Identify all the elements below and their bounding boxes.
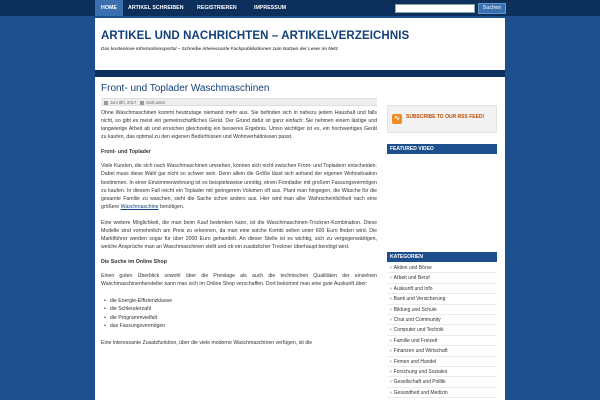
category-item[interactable] <box>387 305 497 315</box>
rss-subscribe[interactable] <box>387 105 497 133</box>
arrow-icon: › <box>390 306 392 313</box>
category-item[interactable] <box>387 325 497 335</box>
category-label[interactable]: Finanzen und Wirtschaft <box>393 348 448 355</box>
paragraph-kombination: Eine weitere Möglichkeit, die man beim Kauf bedenken kann, ist die Waschmaschinen-Trockner-Kombination. Diese Modelle sind vornehmlich am Preis zu erkennen, da man eine solche Kombi selten unter 600 Euro finden wird. Die Marktführer werden sogar für über 2000 Euro gehandelt. An dieser Stelle ist es wichtig, sich zu vergegenwärtigen, welche Ansprüche man an Waschmaschinen stellt und ob ein zusätzlicher Trockner überhaupt benötigt wird. <box>101 219 377 251</box>
arrow-icon: › <box>390 296 392 303</box>
paragraph-front-toplader <box>101 162 377 211</box>
category-list <box>387 263 497 398</box>
site-description: Das kostenlose Informationsportal – Schreibe interessante Fachpublikationen zum Nutzen der Leser im Netz <box>101 46 338 51</box>
subheading-online-shop: Die Suche im Online Shop <box>101 259 167 266</box>
category-label[interactable]: Familie und Freizeit <box>393 337 438 344</box>
category-label[interactable]: Arbeit und Beruf <box>393 275 430 282</box>
list-item: • die Programmvielfalt <box>104 314 377 323</box>
nav-artikel-schreiben[interactable]: ARTIKEL SCHREIBEN <box>128 5 184 11</box>
post-title[interactable]: Front- und Toplader Waschmaschinen <box>101 83 270 94</box>
site-title[interactable]: ARTIKEL UND NACHRICHTEN – ARTIKELVERZEICHNIS <box>101 30 410 42</box>
arrow-icon: › <box>390 368 392 375</box>
category-label[interactable]: Bildung und Schule <box>393 306 437 313</box>
nav-registrieren[interactable]: REGISTRIEREN <box>197 5 237 11</box>
paragraph-intro: Ohne Waschmaschinen kommt heutzutage niemand mehr aus. Sie befinden sich in nahezu jedem Haushalt und falls nicht, so gibt es meist ein gemeinschaftliches Gerät. Der Grund dafür ist ganz einfach: Sie nehmen einem lästige und langwierige Arbeit ab und erreichen gleichzeitig ein besseres Ergebnis. Umso wichtiger ist es, ein hochwertiges Gerät zu kaufen, das optimal zu den eigenen Bedürfnissen und Wohnverhältnissen passt. <box>101 110 377 141</box>
content-wrapper <box>95 77 505 400</box>
list-item: • das Fassungsvermögen <box>104 322 377 331</box>
top-navigation <box>0 0 600 16</box>
category-label[interactable]: Computer und Technik <box>393 327 444 334</box>
category-item[interactable] <box>387 377 497 387</box>
paragraph-text-end: benötigen. <box>158 203 185 210</box>
category-label[interactable]: Aktien und Börse <box>393 265 432 271</box>
search-input[interactable] <box>395 4 475 13</box>
arrow-icon: › <box>390 285 392 292</box>
post-meta <box>101 98 377 106</box>
category-item[interactable] <box>387 388 497 398</box>
main-content <box>101 83 377 355</box>
arrow-icon: › <box>390 389 392 396</box>
category-label[interactable]: Auskunft und Info <box>393 285 433 292</box>
category-label[interactable]: Forschung und Soziales <box>393 368 448 375</box>
category-label[interactable]: Gesundheit und Medizin <box>393 389 448 396</box>
arrow-icon: › <box>390 379 392 386</box>
site-header <box>95 18 505 74</box>
nav-home[interactable]: HOME <box>95 0 123 16</box>
arrow-icon: › <box>390 275 392 282</box>
user-icon <box>140 101 144 105</box>
category-item[interactable] <box>387 315 497 325</box>
category-label[interactable]: Firmen und Handel <box>393 358 437 365</box>
category-item[interactable] <box>387 294 497 304</box>
category-item[interactable] <box>387 346 497 356</box>
paragraph-zusatzfunktion: Eine interessante Zusatzfunktion, über die viele moderne Waschmaschinen verfügen, ist die <box>101 339 313 346</box>
arrow-icon: › <box>390 316 392 323</box>
subheading-front-toplader: Front- und Toplader <box>101 149 151 156</box>
rss-label[interactable]: SUBSCRIBE TO OUR RSS FEED! <box>406 114 485 120</box>
category-label[interactable]: Bank und Versicherung <box>393 296 446 303</box>
category-item[interactable] <box>387 357 497 367</box>
list-item: • die Schleuderzahl <box>104 305 377 314</box>
nav-impressum[interactable]: IMPRESSUM <box>254 5 287 11</box>
arrow-icon: › <box>390 358 392 365</box>
calendar-icon <box>104 101 108 105</box>
featured-video-heading: FEATURED VIDEO <box>387 144 497 154</box>
category-item[interactable] <box>387 273 497 283</box>
rss-icon: ∿ <box>392 114 402 124</box>
arrow-icon: › <box>390 265 392 271</box>
search-button[interactable]: Suchen <box>478 3 506 14</box>
list-item: • die Energie-Effizienzklasse <box>104 297 377 306</box>
post-author[interactable]: zsolt.antal <box>145 100 165 105</box>
category-item[interactable] <box>387 263 497 273</box>
post-date: Juni 8th, 2017 <box>110 100 137 105</box>
category-item[interactable] <box>387 336 497 346</box>
category-label[interactable]: Gesellschaft und Politik <box>393 379 446 386</box>
arrow-icon: › <box>390 327 392 334</box>
arrow-icon: › <box>390 337 392 344</box>
category-item[interactable] <box>387 284 497 294</box>
feature-list <box>101 297 377 331</box>
category-label[interactable]: Chat und Community <box>393 316 441 323</box>
paragraph-text: Viele Kunden, die sich nach Waschmaschinen umsehen, können sich nicht zwischen Front- und Topladern entscheiden. Dabei muss diese Wahl gar nicht so schwer sein. Denn allein die Größe lässt sich anhand der eigenen Wohnsituation bestimmen. In einer Einzimmerwohnung ist es beispielsweise unnötig, einen Frontlader mit großem Fassungsvermögen zu kaufen. In diesem Fall reicht ein Toplader mit geringerem Volumen oft aus. Plant man hingegen, die Wäsche für die gesamte Familie zu waschen, sieht die Sache schon anders aus. Hier wird man aller Wahrscheinlichkeit nach eine größere <box>101 163 377 210</box>
category-item[interactable] <box>387 367 497 377</box>
categories-heading: KATEGORIEN <box>387 252 497 262</box>
header-divider <box>95 70 505 77</box>
paragraph-online-shop: Einen guten Überblick sowohl über die Preislage als auch die technischen Qualitäten der einzelnen Waschmaschinenhersteller kann man sich im Online Shop verschaffen. Dort bekommt man eine gute Auskunft über: <box>101 273 377 288</box>
arrow-icon: › <box>390 348 392 355</box>
waschmaschine-link[interactable]: Waschmaschine <box>120 203 159 210</box>
